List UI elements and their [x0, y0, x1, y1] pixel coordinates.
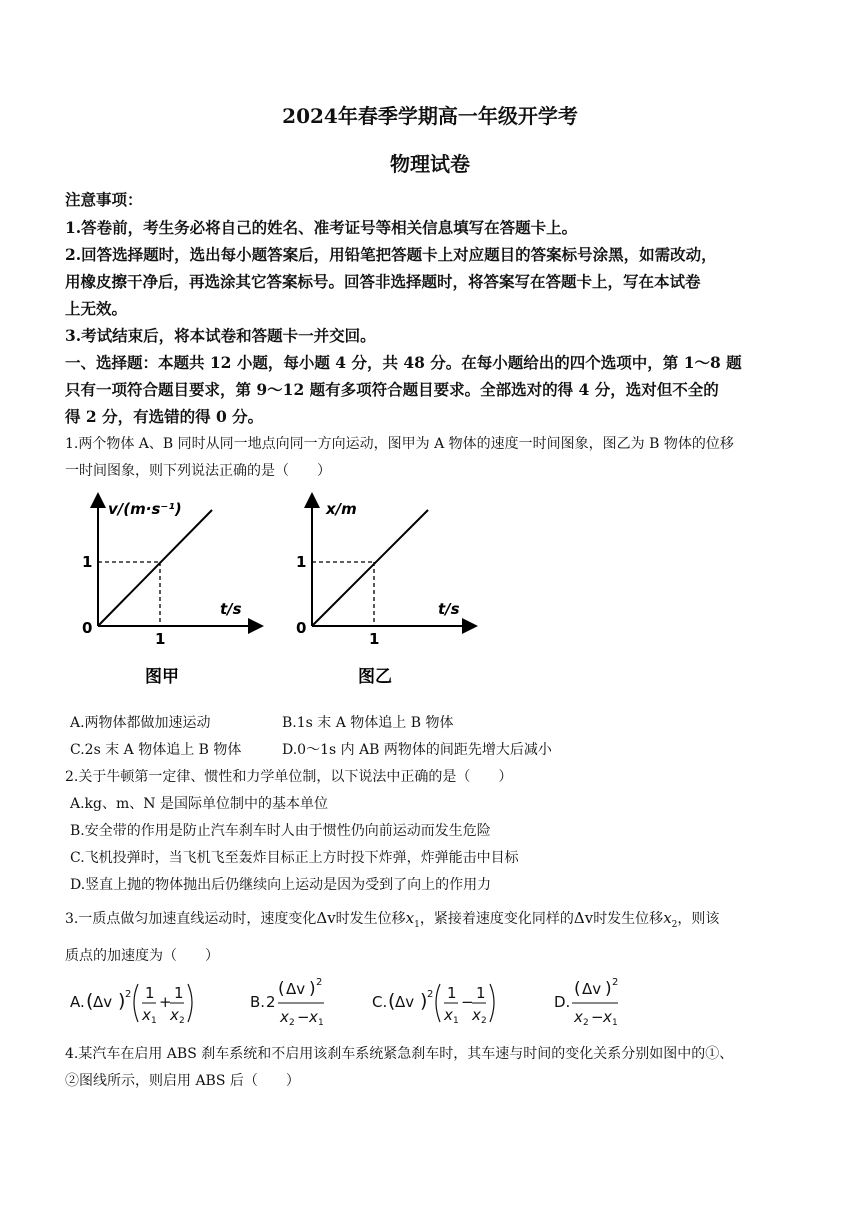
- svg-text:1: 1: [612, 1018, 618, 1028]
- x-tick-label: 1: [369, 630, 380, 648]
- section1-instructions-line1: 一、选择题：本题共 12 小题，每小题 4 分，共 48 分。在每小题给出的四个选项中，第 1～8 题: [65, 353, 742, 372]
- svg-text:(: (: [86, 990, 94, 1012]
- section1-instructions-line3: 得 2 分，有选错的得 0 分。: [65, 407, 264, 426]
- x-axis-label: t/s: [438, 600, 460, 618]
- delta-v-2: Δv: [573, 909, 594, 927]
- y-axis-label: v/(m·s⁻¹): [108, 500, 182, 518]
- svg-text:Δv: Δv: [395, 993, 415, 1011]
- q3-a-dv: Δv: [93, 993, 113, 1011]
- q2-stem: 2.关于牛顿第一定律、惯性和力学单位制，以下说法中正确的是（ ）: [65, 769, 513, 785]
- origin-label: 0: [82, 619, 93, 637]
- svg-text:(: (: [278, 979, 285, 999]
- q1-stem-line2: 一时间图象，则下列说法正确的是（ ）: [65, 463, 331, 479]
- svg-text:1: 1: [318, 1018, 324, 1028]
- q2-option-d: D.竖直上抛的物体抛出后仍继续向上运动是因为受到了向上的作用力: [70, 877, 492, 893]
- svg-text:Δv: Δv: [582, 980, 602, 998]
- svg-text:2: 2: [179, 1016, 185, 1026]
- q3-stem-part1: 3.一质点做匀加速直线运动时，速度变化: [65, 911, 317, 927]
- svg-text:2: 2: [583, 1018, 589, 1028]
- origin-label: 0: [296, 619, 307, 637]
- q3-stem-line1: [65, 908, 719, 930]
- q1-option-d: D.0～1s 内 AB 两物体的间距先增大后减小: [282, 742, 552, 758]
- svg-text:1: 1: [151, 1016, 157, 1026]
- svg-text:): ): [420, 990, 428, 1012]
- q2-option-a: A.kg、m、N 是国际单位制中的基本单位: [70, 796, 328, 812]
- svg-text:x: x: [280, 1008, 289, 1026]
- q3-option-b-label: B.: [250, 993, 266, 1011]
- notice-item-1: 1.答卷前，考生务必将自己的姓名、准考证号等相关信息填写在答题卡上。: [65, 218, 578, 237]
- q3-stem-part3: ，紧接着速度变化同样的: [419, 911, 574, 927]
- svg-text:x: x: [170, 1006, 179, 1024]
- svg-text:(: (: [574, 979, 581, 999]
- figure-a-velocity-graph: [70, 488, 270, 698]
- q1-option-a: A.两物体都做加速运动: [70, 715, 211, 731]
- x1-sub: 1: [414, 919, 420, 930]
- q3-stem-part2: 时发生位移: [335, 911, 406, 927]
- svg-text:2: 2: [266, 993, 276, 1011]
- notice-item-2-line1: 2.回答选择题时，选出每小题答案后，用铅笔把答题卡上对应题目的答案标号涂黑，如需改动，: [65, 245, 717, 264]
- x-axis-label: t/s: [220, 600, 242, 618]
- q2-option-c: C.飞机投弹时，当飞机飞至轰炸目标正上方时投下炸弹，炸弹能击中目标: [70, 850, 519, 866]
- figure-b-caption: 图乙: [358, 667, 392, 687]
- q3-stem-part5: ，则该: [677, 911, 720, 927]
- svg-text:−: −: [591, 1008, 604, 1026]
- svg-text:x: x: [574, 1008, 583, 1026]
- svg-text:Δv: Δv: [286, 980, 306, 998]
- q4-stem-line1: 4.某汽车在启用 ABS 刹车系统和不启用该刹车系统紧急刹车时，其车速与时间的变化关系分别如图中的①、: [65, 1046, 734, 1062]
- svg-text:−: −: [461, 993, 474, 1011]
- notice-item-2-line3: 上无效。: [65, 299, 128, 318]
- exam-title: 2024年春季学期高一年级开学考: [282, 104, 578, 128]
- svg-text:2: 2: [316, 977, 323, 988]
- q3-stem-part4: 时发生位移: [593, 911, 664, 927]
- q4-stem-line2: ②图线所示，则启用 ABS 后（ ）: [65, 1073, 300, 1089]
- q3-options: [66, 970, 706, 1034]
- svg-text:2: 2: [481, 1016, 487, 1026]
- svg-text:x: x: [309, 1008, 318, 1026]
- svg-text:x: x: [603, 1008, 612, 1026]
- x2-var: x: [663, 909, 672, 927]
- svg-text:+: +: [159, 993, 172, 1011]
- svg-text:): ): [309, 979, 316, 999]
- svg-text:2: 2: [612, 977, 619, 988]
- q3-option-c-label: C.: [372, 993, 388, 1011]
- y-tick-label: 1: [296, 553, 307, 571]
- x-tick-label: 1: [155, 630, 166, 648]
- svg-text:): ): [118, 990, 126, 1012]
- figure-b-displacement-graph: [288, 488, 488, 698]
- svg-text:−: −: [297, 1008, 310, 1026]
- svg-text:2: 2: [289, 1018, 295, 1028]
- section1-instructions-line2: 只有一项符合题目要求，第 9～12 题有多项符合题目要求。全部选对的得 4 分，选对但不全的: [65, 380, 719, 399]
- y-axis-label: x/m: [326, 500, 357, 518]
- q3-option-d-label: D.: [554, 993, 571, 1011]
- svg-text:(: (: [388, 990, 396, 1012]
- svg-text:x: x: [142, 1006, 151, 1024]
- notice-item-2-line2: 用橡皮擦干净后，再选涂其它答案标号。回答非选择题时，将答案写在答题卡上，写在本试卷: [65, 272, 701, 291]
- svg-text:1: 1: [476, 984, 486, 1002]
- svg-text:1: 1: [145, 984, 155, 1002]
- q1-option-b: B.1s 末 A 物体追上 B 物体: [282, 715, 454, 731]
- svg-text:1: 1: [453, 1016, 459, 1026]
- svg-text:2: 2: [427, 989, 434, 1000]
- svg-text:): ): [605, 979, 612, 999]
- notice-heading: 注意事项：: [65, 190, 143, 209]
- svg-text:1: 1: [174, 984, 184, 1002]
- svg-text:1: 1: [447, 984, 457, 1002]
- svg-text:x: x: [472, 1006, 481, 1024]
- displacement-line: [312, 510, 428, 626]
- svg-text:x: x: [444, 1006, 453, 1024]
- notice-item-3: 3.考试结束后，将本试卷和答题卡一并交回。: [65, 326, 376, 345]
- x2-sub: 2: [671, 919, 678, 930]
- velocity-line: [98, 510, 212, 626]
- delta-v: Δv: [316, 909, 336, 927]
- figure-a-caption: 图甲: [145, 667, 179, 687]
- y-tick-label: 1: [82, 553, 93, 571]
- q1-option-c: C.2s 末 A 物体追上 B 物体: [70, 742, 242, 758]
- q2-option-b: B.安全带的作用是防止汽车刹车时人由于惯性仍向前运动而发生危险: [70, 823, 491, 839]
- q3-option-a-label: A.: [70, 993, 85, 1011]
- exam-subtitle: 物理试卷: [390, 152, 470, 176]
- q1-stem-line1: 1.两个物体 A、B 同时从同一地点向同一方向运动，图甲为 A 物体的速度一时间图象，图乙为 B 物体的位移: [65, 436, 734, 452]
- svg-text:2: 2: [125, 989, 132, 1000]
- q3-stem-line2: 质点的加速度为（ ）: [65, 948, 219, 964]
- x1-var: x: [405, 909, 415, 927]
